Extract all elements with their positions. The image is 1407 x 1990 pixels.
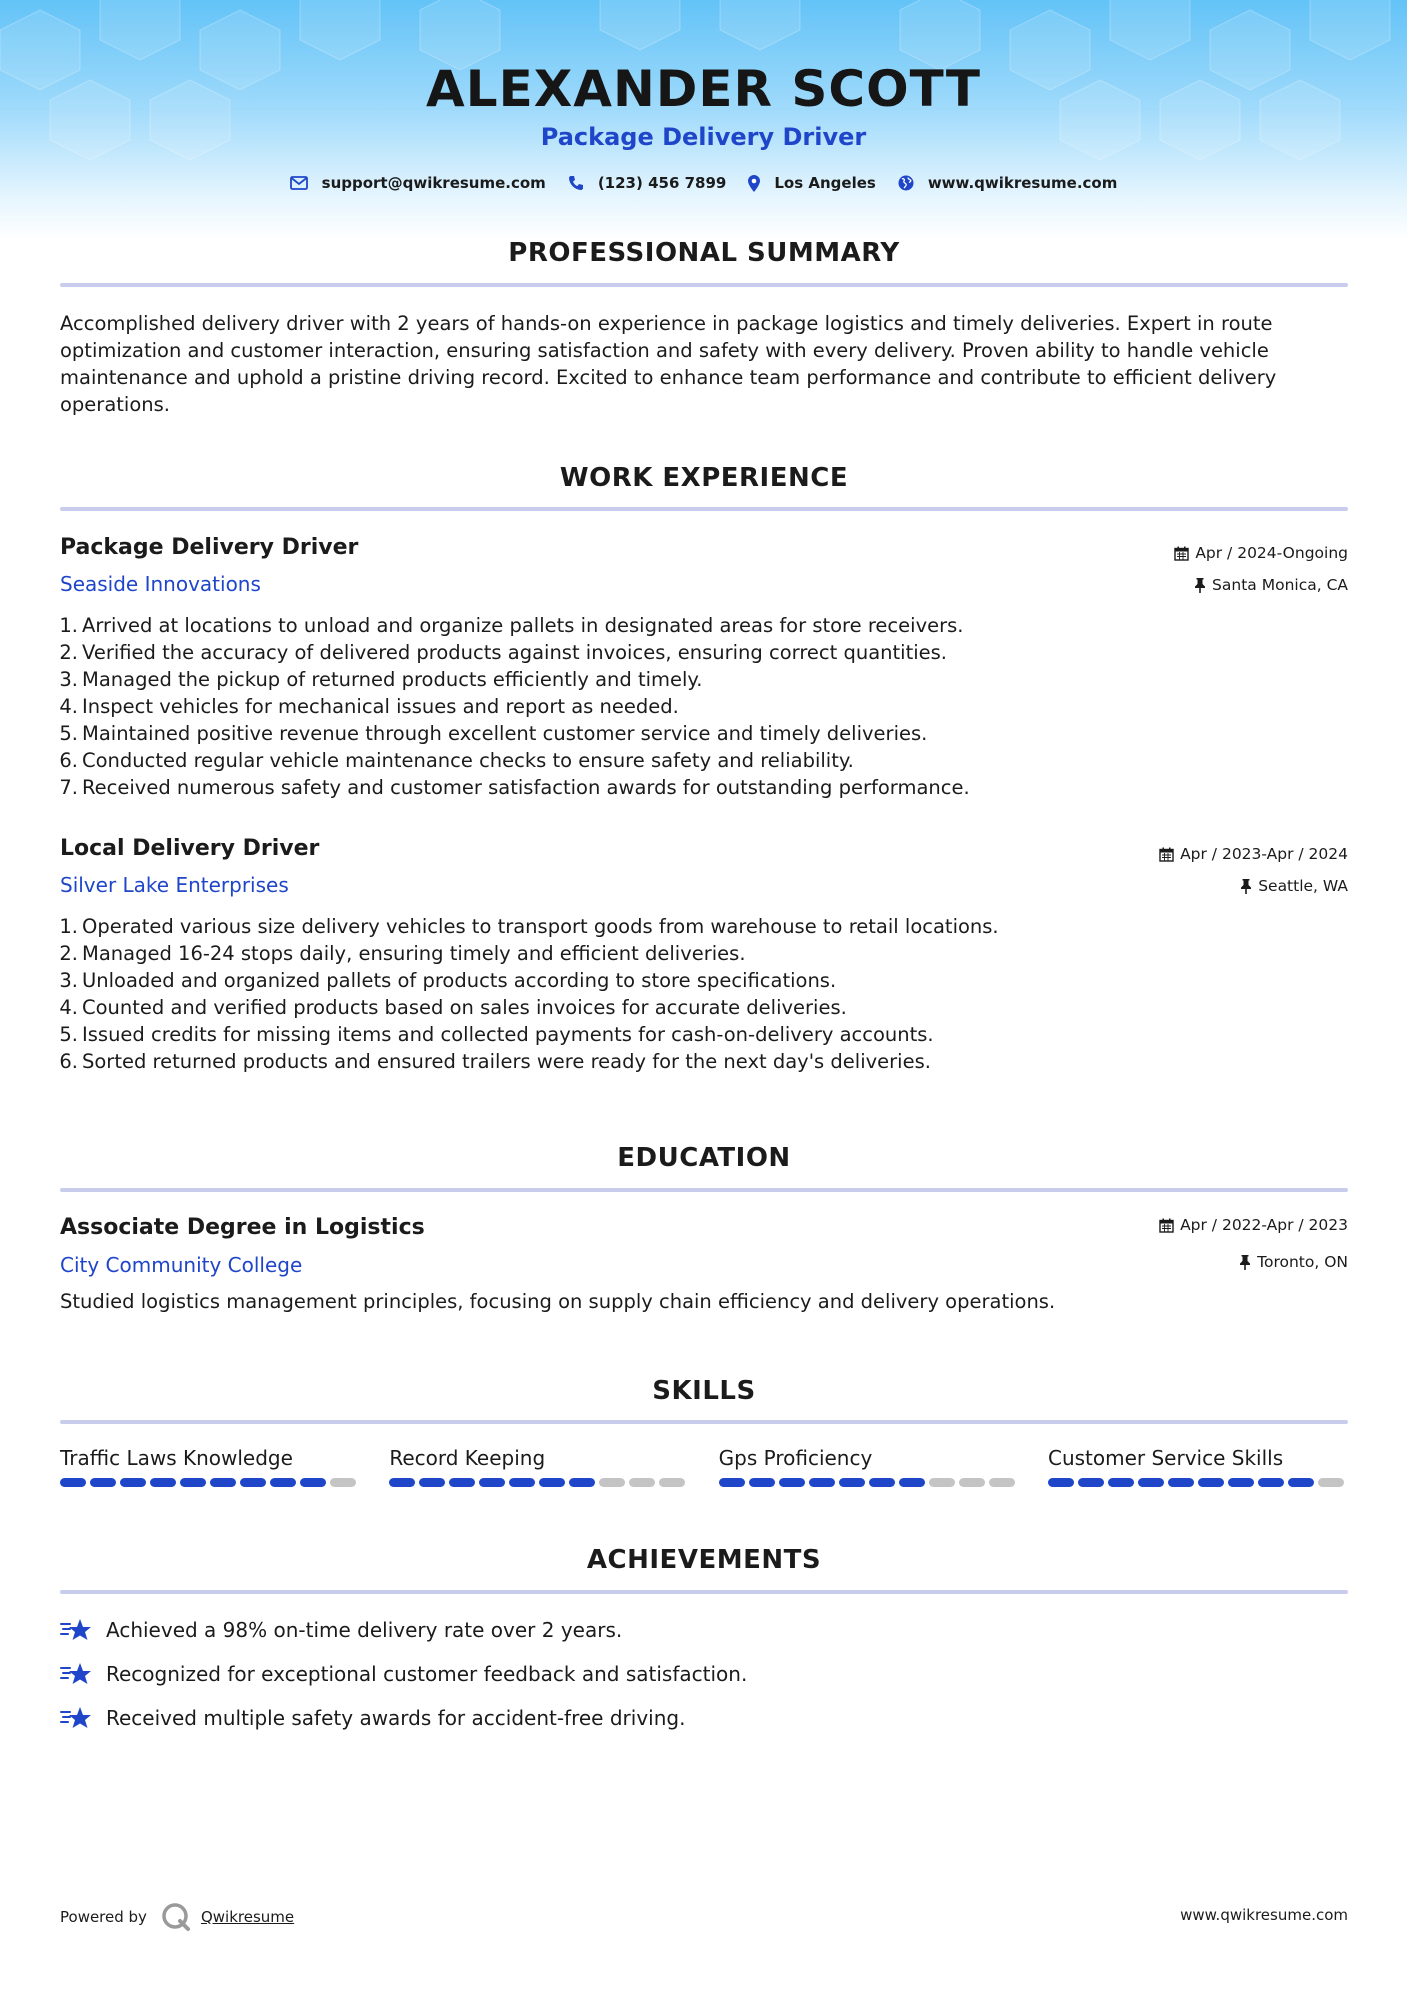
summary-text: Accomplished delivery driver with 2 years of hands-on experience in package logistics and timely deliveries. Expert in route optimization and customer interaction, ensuring satisfaction and safety with every delivery. Proven ability to handle vehicle maintenance and uphold a pristine driving record. Excited to enhance team performance and contribute to efficient delivery operations. — [60, 312, 1277, 416]
skill-level-segment — [599, 1478, 625, 1487]
list-item: 3. Managed the pickup of returned products efficiently and timely. — [59, 668, 703, 691]
section-divider — [60, 1420, 1348, 1424]
skill-level-bar — [1048, 1478, 1348, 1487]
skill-level-segment — [419, 1478, 445, 1487]
skill-level-bar — [389, 1478, 689, 1487]
skill-level-segment — [1078, 1478, 1104, 1487]
candidate-role: Package Delivery Driver — [540, 123, 867, 151]
job-bullets — [54, 612, 1314, 801]
section-title-achievements: ACHIEVEMENTS — [586, 1545, 822, 1575]
contact-website-text: www.qwikresume.com — [927, 174, 1118, 192]
contact-row — [0, 174, 1407, 192]
section-divider — [60, 283, 1348, 287]
qwikresume-link[interactable]: Qwikresume — [200, 1908, 295, 1926]
skill-level-segment — [869, 1478, 895, 1487]
job-dates-text: Apr / 2024-Ongoing — [1195, 544, 1348, 562]
education-dates-text: Apr / 2022-Apr / 2023 — [1180, 1216, 1348, 1234]
skill-level-bar — [719, 1478, 1019, 1487]
contact-phone[interactable] — [568, 174, 727, 192]
skill-name: Customer Service Skills — [1047, 1446, 1284, 1470]
section-title-education: EDUCATION — [617, 1143, 791, 1173]
skill-level-segment — [389, 1478, 415, 1487]
skill-level-segment — [899, 1478, 925, 1487]
candidate-name: ALEXANDER SCOTT — [426, 60, 981, 118]
skill-level-segment — [1138, 1478, 1164, 1487]
skill-level-segment — [120, 1478, 146, 1487]
achievement-text: Recognized for exceptional customer feedback and satisfaction. — [106, 1662, 748, 1686]
skill-level-segment — [240, 1478, 266, 1487]
achievement-text: Received multiple safety awards for accident-free driving. — [106, 1706, 686, 1730]
job-dates — [1174, 544, 1348, 562]
skill-item — [60, 1446, 360, 1487]
skill-level-segment — [1258, 1478, 1284, 1487]
achievement-text: Achieved a 98% on-time delivery rate over 2 years. — [106, 1618, 623, 1642]
envelope-icon — [290, 176, 308, 190]
list-item: 6. Conducted regular vehicle maintenance checks to ensure safety and reliability. — [59, 749, 854, 772]
skill-item — [719, 1446, 1019, 1487]
achievement-item — [60, 1616, 622, 1644]
education-school: City Community College — [60, 1253, 303, 1277]
job-location-text: Seattle, WA — [1258, 877, 1348, 895]
contact-phone-text: (123) 456 7899 — [597, 174, 727, 192]
job-company: Seaside Innovations — [60, 572, 261, 596]
skill-level-segment — [479, 1478, 505, 1487]
skill-level-segment — [779, 1478, 805, 1487]
contact-location-text: Los Angeles — [774, 174, 876, 192]
skill-name: Traffic Laws Knowledge — [60, 1446, 293, 1470]
education-location-text: Toronto, ON — [1257, 1253, 1348, 1271]
list-item: 6. Sorted returned products and ensured trailers were ready for the next day's deliveries. — [59, 1050, 931, 1073]
phone-icon — [568, 175, 584, 191]
powered-by-label: Powered by — [60, 1908, 147, 1926]
skill-item — [1048, 1446, 1348, 1487]
education-dates — [1159, 1216, 1348, 1234]
list-item: 4. Inspect vehicles for mechanical issues and report as needed. — [59, 695, 679, 718]
education-location — [1239, 1253, 1348, 1271]
skill-level-segment — [1168, 1478, 1194, 1487]
job-dates — [1159, 845, 1348, 863]
job-location — [1240, 877, 1348, 895]
skill-level-segment — [989, 1478, 1015, 1487]
calendar-icon — [1159, 847, 1174, 862]
contact-website[interactable] — [898, 174, 1118, 192]
skill-level-segment — [1318, 1478, 1344, 1487]
skill-level-segment — [749, 1478, 775, 1487]
job-title: Local Delivery Driver — [60, 836, 320, 861]
skill-level-segment — [1108, 1478, 1134, 1487]
skill-level-segment — [1288, 1478, 1314, 1487]
section-title-experience: WORK EXPERIENCE — [559, 463, 849, 493]
list-item: 2. Verified the accuracy of delivered products against invoices, ensuring correct quantities. — [59, 641, 947, 664]
skills-grid — [60, 1446, 1348, 1487]
list-item: 4. Counted and verified products based on sales invoices for accurate deliveries. — [59, 996, 847, 1019]
contact-email-text: support@qwikresume.com — [321, 174, 546, 192]
skill-level-segment — [809, 1478, 835, 1487]
skill-item — [389, 1446, 689, 1487]
skill-level-segment — [300, 1478, 326, 1487]
contact-location — [748, 174, 875, 192]
achievement-item — [60, 1704, 685, 1732]
job-location — [1194, 576, 1348, 594]
skill-level-segment — [150, 1478, 176, 1487]
resume-header — [0, 58, 1407, 192]
job-location-text: Santa Monica, CA — [1212, 576, 1348, 594]
skill-level-segment — [1048, 1478, 1074, 1487]
section-divider — [60, 1188, 1348, 1192]
skill-name: Gps Proficiency — [718, 1446, 873, 1470]
skill-level-segment — [1228, 1478, 1254, 1487]
job-bullets — [54, 913, 1314, 1075]
shooting-star-icon — [60, 1616, 92, 1644]
list-item: 1. Operated various size delivery vehicles to transport goods from warehouse to retail locations. — [59, 915, 999, 938]
pushpin-icon — [1194, 578, 1206, 593]
list-item: 7. Received numerous safety and customer satisfaction awards for outstanding performance. — [59, 776, 970, 799]
skill-level-segment — [569, 1478, 595, 1487]
skill-level-segment — [929, 1478, 955, 1487]
section-divider — [60, 507, 1348, 511]
calendar-icon — [1159, 1218, 1174, 1233]
qwikresume-logo-icon — [161, 1902, 191, 1932]
section-divider — [60, 1590, 1348, 1594]
contact-email[interactable] — [290, 174, 546, 192]
skill-level-segment — [60, 1478, 86, 1487]
skill-level-segment — [210, 1478, 236, 1487]
skill-level-segment — [90, 1478, 116, 1487]
skill-level-segment — [839, 1478, 865, 1487]
section-title-skills: SKILLS — [652, 1376, 756, 1406]
pushpin-icon — [1240, 879, 1252, 894]
skill-level-segment — [270, 1478, 296, 1487]
list-item: 5. Maintained positive revenue through excellent customer service and timely deliveries. — [59, 722, 928, 745]
list-item: 3. Unloaded and organized pallets of products according to store specifications. — [59, 969, 837, 992]
skill-level-segment — [330, 1478, 356, 1487]
list-item: 2. Managed 16-24 stops daily, ensuring timely and efficient deliveries. — [59, 942, 746, 965]
skill-level-segment — [509, 1478, 535, 1487]
map-marker-icon — [748, 175, 760, 192]
skill-name: Record Keeping — [389, 1446, 546, 1470]
list-item: 1. Arrived at locations to unload and organize pallets in designated areas for store receivers. — [59, 614, 964, 637]
education-description: Studied logistics management principles, focusing on supply chain efficiency and delivery operations. — [60, 1290, 1056, 1313]
pushpin-icon — [1239, 1255, 1251, 1270]
section-title-summary: PROFESSIONAL SUMMARY — [508, 238, 900, 268]
skill-level-segment — [959, 1478, 985, 1487]
skill-level-segment — [719, 1478, 745, 1487]
footer-powered-by — [60, 1902, 294, 1932]
shooting-star-icon — [60, 1660, 92, 1688]
skill-level-segment — [180, 1478, 206, 1487]
achievement-item — [60, 1660, 747, 1688]
globe-icon — [898, 175, 914, 191]
calendar-icon — [1174, 546, 1189, 561]
education-degree: Associate Degree in Logistics — [60, 1215, 425, 1240]
skill-level-segment — [449, 1478, 475, 1487]
skill-level-segment — [629, 1478, 655, 1487]
list-item: 5. Issued credits for missing items and collected payments for cash-on-delivery accounts. — [59, 1023, 934, 1046]
skill-level-segment — [659, 1478, 685, 1487]
skill-level-bar — [60, 1478, 360, 1487]
skill-level-segment — [539, 1478, 565, 1487]
job-company: Silver Lake Enterprises — [60, 873, 289, 897]
skill-level-segment — [1198, 1478, 1224, 1487]
job-dates-text: Apr / 2023-Apr / 2024 — [1180, 845, 1348, 863]
job-title: Package Delivery Driver — [60, 535, 359, 560]
footer-website[interactable]: www.qwikresume.com — [1180, 1906, 1348, 1924]
shooting-star-icon — [60, 1704, 92, 1732]
